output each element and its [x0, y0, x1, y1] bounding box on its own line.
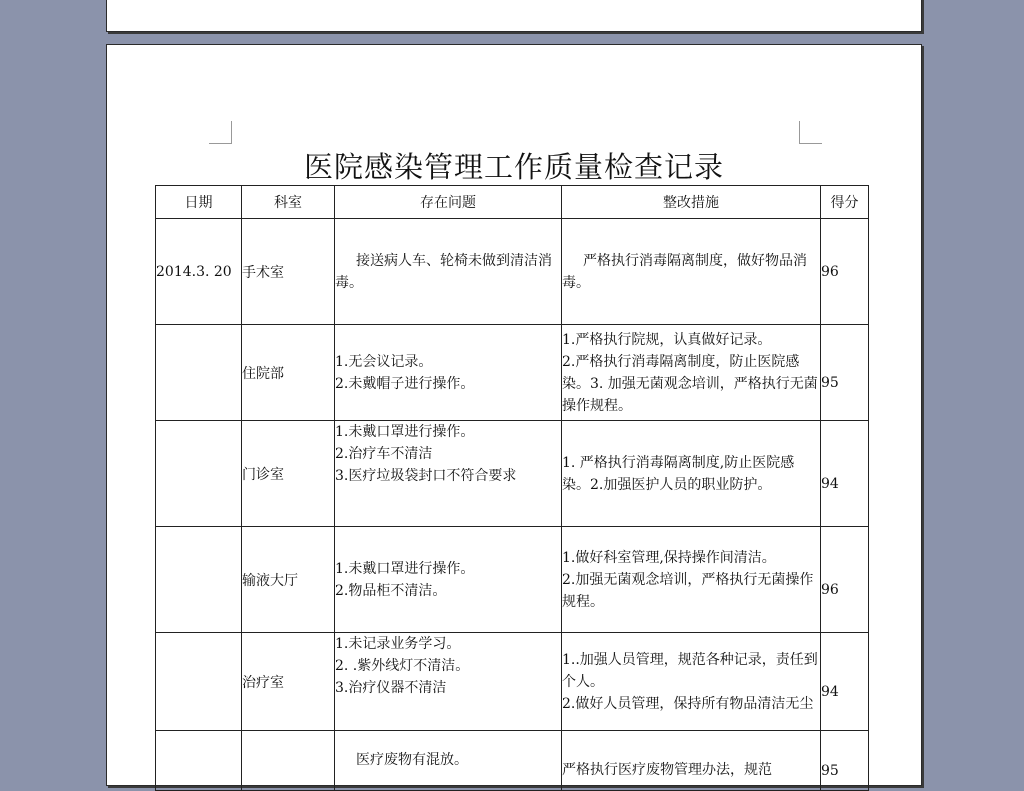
- problem-line: 接送病人车、轮椅未做到清洁消毒。: [335, 252, 552, 291]
- header-score: 得分: [821, 186, 869, 219]
- problems-cell: [335, 421, 562, 527]
- measures-cell: [562, 325, 821, 421]
- header-date: 日期: [156, 186, 242, 219]
- problem-line: 1.未记录业务学习。: [335, 636, 461, 652]
- margin-corner-right: [799, 121, 822, 144]
- dept-cell: 手术室: [242, 219, 335, 325]
- score-cell: 94: [821, 421, 869, 527]
- margin-corner-left: [209, 121, 232, 144]
- score-cell: 95: [821, 731, 869, 791]
- measures-cell: [562, 527, 821, 633]
- table-row: [156, 527, 869, 633]
- date-cell: [156, 421, 242, 527]
- table-row: [156, 421, 869, 527]
- problems-cell: [335, 325, 562, 421]
- problem-line: 1.未戴口罩进行操作。: [335, 424, 475, 440]
- problems-cell: [335, 731, 562, 791]
- header-measures: 整改措施: [562, 186, 821, 219]
- problem-line: 医疗废物有混放。: [356, 752, 468, 768]
- problem-line: 3.治疗仪器不清洁: [335, 680, 447, 696]
- header-problems: 存在问题: [335, 186, 562, 219]
- document-page: [106, 44, 922, 786]
- inspection-table: [155, 185, 869, 791]
- measure-line: 2.做好人员管理，保持所有物品清洁无尘: [562, 695, 814, 712]
- problem-line: 2.物品柜不清洁。: [335, 582, 447, 599]
- measure-line: 严格执行医疗废物管理办法，规范: [562, 761, 772, 778]
- table-row: [156, 219, 869, 325]
- date-cell: [156, 325, 242, 421]
- measure-line: 严格执行消毒隔离制度，做好物品消毒。: [562, 252, 807, 291]
- measures-cell: [562, 731, 821, 791]
- score-cell: 95: [821, 325, 869, 421]
- measure-line: 1. 严格执行消毒隔离制度,防止医院感染。2.加强医护人员的职业防护。: [562, 454, 795, 493]
- score-cell: 94: [821, 633, 869, 731]
- table-row: [156, 325, 869, 421]
- table-header-row: [156, 186, 869, 219]
- score-cell: 96: [821, 527, 869, 633]
- measures-cell: [562, 633, 821, 731]
- measure-line: 2.加强无菌观念培训，严格执行无菌操作规程。: [562, 571, 814, 610]
- dept-cell: 住院部: [242, 325, 335, 421]
- problem-line: 2.未戴帽子进行操作。: [335, 375, 475, 392]
- date-cell: [156, 731, 242, 791]
- problem-line: 2. .紫外线灯不清洁。: [335, 658, 470, 674]
- dept-cell: [242, 731, 335, 791]
- table-row: [156, 633, 869, 731]
- problems-cell: [335, 633, 562, 731]
- problem-line: 1.无会议记录。: [335, 353, 433, 370]
- problems-cell: [335, 527, 562, 633]
- score-cell: 96: [821, 219, 869, 325]
- date-cell: 2014.3. 20: [156, 219, 242, 325]
- previous-page: [106, 0, 922, 32]
- table-row: [156, 731, 869, 791]
- dept-cell: 输液大厅: [242, 527, 335, 633]
- measure-line: 2.严格执行消毒隔离制度，防止医院感染。3. 加强无菌观念培训，严格执行无菌操作规程。: [562, 353, 818, 414]
- dept-cell: 门诊室: [242, 421, 335, 527]
- measure-line: 1.严格执行院规，认真做好记录。: [562, 331, 772, 348]
- problem-line: 2.治疗车不清洁: [335, 446, 433, 462]
- dept-cell: 治疗室: [242, 633, 335, 731]
- date-cell: [156, 527, 242, 633]
- problem-line: 3.医疗垃圾袋封口不符合要求: [335, 468, 517, 484]
- problem-line: 1.未戴口罩进行操作。: [335, 560, 475, 577]
- measure-line: 1..加强人员管理，规范各种记录，责任到个人。: [562, 651, 818, 690]
- measure-line: 1.做好科室管理,保持操作间清洁。: [562, 549, 776, 566]
- measures-cell: [562, 219, 821, 325]
- document-title: 医院感染管理工作质量检查记录: [303, 150, 724, 184]
- measures-cell: [562, 421, 821, 527]
- problems-cell: [335, 219, 562, 325]
- date-cell: [156, 633, 242, 731]
- header-dept: 科室: [242, 186, 335, 219]
